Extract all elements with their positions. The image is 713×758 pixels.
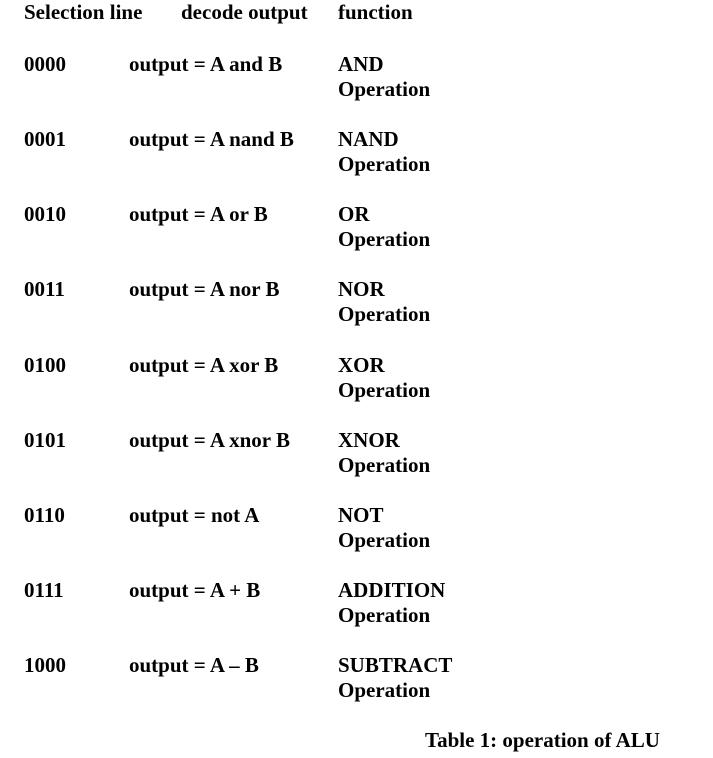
function-name: XNOR	[338, 428, 400, 452]
function-operation: Operation	[338, 227, 431, 251]
table-row	[0, 353, 713, 405]
function-operation: Operation	[338, 378, 431, 402]
table-row	[0, 653, 713, 705]
function-name: NAND	[338, 127, 399, 151]
decode-output: output = A xnor B	[129, 428, 290, 452]
table-row	[0, 277, 713, 329]
selection-code: 0010	[24, 202, 66, 226]
function-name: AND	[338, 52, 384, 76]
decode-output: output = A + B	[129, 578, 261, 602]
function-operation: Operation	[338, 152, 431, 176]
decode-output: output = not A	[129, 503, 260, 527]
function-operation: Operation	[338, 678, 431, 702]
decode-output: output = A and B	[129, 52, 283, 76]
function-name: ADDITION	[338, 578, 446, 602]
table-row	[0, 202, 713, 254]
selection-code: 0001	[24, 127, 66, 151]
table-row	[0, 578, 713, 630]
function-operation: Operation	[338, 603, 431, 627]
function-operation: Operation	[338, 528, 431, 552]
selection-code: 0110	[24, 503, 65, 527]
selection-code: 0101	[24, 428, 66, 452]
table-caption: Table 1: operation of ALU	[425, 728, 660, 752]
table-row	[0, 127, 713, 179]
selection-code: 0011	[24, 277, 65, 301]
decode-output: output = A or B	[129, 202, 268, 226]
header-decode-output: decode output	[181, 0, 308, 24]
function-operation: Operation	[338, 453, 431, 477]
header-function: function	[338, 0, 413, 24]
decode-output: output = A nand B	[129, 127, 294, 151]
table-row	[0, 52, 713, 104]
function-name: OR	[338, 202, 370, 226]
function-name: NOR	[338, 277, 385, 301]
selection-code: 0000	[24, 52, 66, 76]
decode-output: output = A nor B	[129, 277, 280, 301]
selection-code: 0100	[24, 353, 66, 377]
function-operation: Operation	[338, 302, 431, 326]
header-selection-line: Selection line	[24, 0, 143, 24]
function-name: SUBTRACT	[338, 653, 453, 677]
table-row	[0, 503, 713, 555]
selection-code: 1000	[24, 653, 66, 677]
decode-output: output = A – B	[129, 653, 259, 677]
table-row	[0, 428, 713, 480]
function-name: XOR	[338, 353, 385, 377]
function-name: NOT	[338, 503, 384, 527]
function-operation: Operation	[338, 77, 431, 101]
decode-output: output = A xor B	[129, 353, 279, 377]
selection-code: 0111	[24, 578, 64, 602]
